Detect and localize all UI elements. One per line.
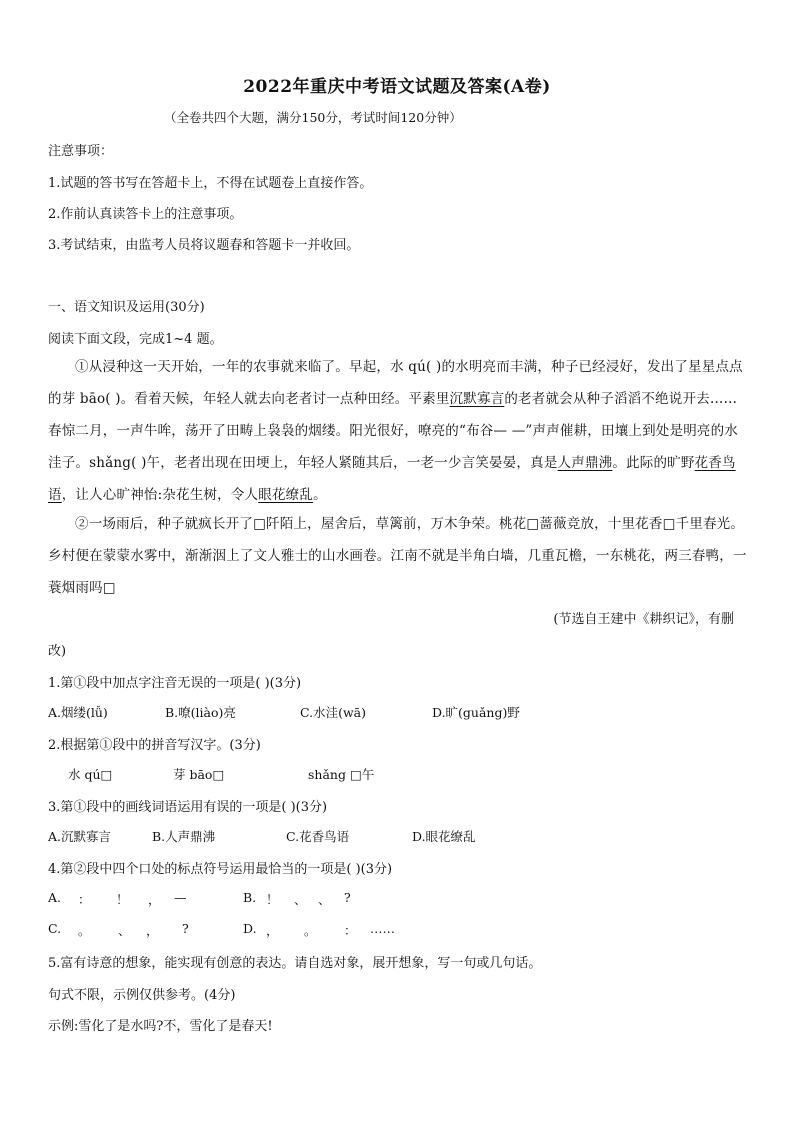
q4-a-label: A.	[48, 890, 62, 905]
page-subtitle: （全卷共四个大题，满分150分，考试时间120分钟）	[164, 110, 462, 125]
q1-option-d: D.旷(guǎng)野	[432, 705, 520, 720]
q4-b-mark: ！	[266, 892, 279, 907]
q3-option-c: C.花香鸟语	[286, 829, 350, 844]
passage-paragraph-2	[48, 508, 748, 604]
source-text-cont: 改)	[48, 644, 67, 659]
q4-b-mark: ?	[344, 890, 351, 905]
passage-text: ②一场雨后，种子就疯长开了□阡陌上，屋舍后，草篱前，万木争荣。桃花□蔷薇竞放，十里花香□千里春光。乡村便在蒙蒙水雾中，渐渐洇上了文人雅士的山水画卷。江南不就是半角白墙，几重瓦檐，一东桃花，两三春鸭，一蓑烟雨吗□	[48, 516, 747, 596]
q4-a-mark: ：	[78, 892, 91, 907]
q4-c-mark: ?	[182, 921, 189, 936]
q4-c-mark: ，	[146, 923, 159, 938]
note-item: 2.作前认真读答卡上的注意事项。	[48, 207, 243, 222]
passage-text: ①从浸种这一天开始，一年的农事就来临了。早起，水 qú( )的水明亮而丰满，种子已经浸好，发出了星星点点的芽 bāo( )。看着天候，年轻人就去向老者讨一点种田经。平素里	[48, 359, 743, 407]
question-1-stem: 1.第①段中加点字注音无误的一项是( )(3分)	[48, 676, 302, 691]
note-item: 3.考试结束，由监考人员将议题春和答题卡一并收回。	[48, 238, 360, 253]
question-3-stem: 3.第①段中的画线词语运用有误的一项是( )(3分)	[48, 800, 328, 815]
note-item: 1.试题的答书写在答超卡上，不得在试题卷上直接作答。	[48, 176, 373, 191]
q4-b-mark: 、	[318, 892, 331, 907]
q3-option-b: B.人声鼎沸	[152, 829, 216, 844]
question-2-stem: 2.根据第①段中的拼音写汉字。(3分)	[48, 738, 261, 753]
q3-option-a: A.沉默寡言	[48, 829, 112, 844]
source-text: (节选自王建中《耕织记》，有删	[553, 612, 734, 627]
passage-source	[48, 604, 748, 668]
underlined-word: 人声鼎沸	[557, 455, 613, 471]
q4-d-mark: ，	[266, 923, 279, 938]
q4-c-mark: 。	[78, 923, 91, 938]
q1-option-b: B.嘹(liào)亮	[165, 705, 236, 720]
q2-item-2: 芽 bāo□	[173, 767, 225, 782]
passage-text: 。	[313, 487, 327, 503]
passage-text: ，让人心旷神怡:杂花生树，令人	[61, 487, 259, 503]
page-title: 2022年重庆中考语文试题及答案(A卷)	[243, 77, 551, 97]
q4-c-mark: 、	[118, 923, 131, 938]
q4-b-mark: 、	[294, 892, 307, 907]
q4-b-label: B.	[243, 890, 257, 905]
section-heading: 一、语文知识及运用(30分)	[48, 300, 205, 315]
underlined-word: 花香鸟语	[48, 455, 736, 503]
q3-option-d: D.眼花缭乱	[412, 829, 476, 844]
passage-text: 。此际的旷野	[612, 455, 695, 471]
question-5-example: 示例:雪化了是水吗?不，雪化了是春天!	[48, 1019, 273, 1034]
q1-option-c: C.水洼(wā)	[300, 705, 366, 720]
question-5-note: 句式不限，示例仅供参考。(4分)	[48, 988, 236, 1003]
passage-text: 的老者就会从种子滔滔不绝说开去……春惊二月，一声牛哞，荡开了田畴上袅袅的烟缕。阳光很好，嘹亮的“布谷— —”声声催耕，田壤上到处是明亮的水洼子。shǎng( )午，老者出现在田埂上，年轻人紧随其后，一老一少言笑晏晏，真是	[48, 391, 738, 471]
question-5-stem: 5.富有诗意的想象，能实现有创意的表达。请自选对象，展开想象，写一句或几句话。	[48, 956, 542, 971]
question-4-stem: 4.第②段中四个口处的标点符号运用最恰当的一项是( )(3分)	[48, 862, 393, 877]
notes-heading: 注意事项：	[48, 144, 114, 159]
q1-option-a: A.烟缕(lǚ)	[48, 705, 108, 720]
q4-d-mark: ：	[344, 923, 357, 938]
q4-a-mark: ，	[148, 892, 161, 907]
section-instruction: 阅读下面文段，完成1~4 题。	[48, 332, 223, 347]
q4-d-mark: 。	[304, 923, 317, 938]
q4-d-mark: ……	[370, 921, 395, 936]
underlined-word: 沉默寡言	[449, 391, 505, 407]
q2-item-3: shǎng □午	[308, 767, 375, 782]
underlined-word: 眼花缭乱	[258, 487, 314, 503]
q4-a-mark: ！	[116, 892, 129, 907]
q4-c-label: C.	[48, 921, 62, 936]
q4-a-mark: —	[174, 890, 187, 905]
q4-d-label: D.	[243, 921, 257, 936]
q2-item-1: 水 qú□	[68, 767, 113, 782]
passage-paragraph-1	[48, 351, 748, 511]
